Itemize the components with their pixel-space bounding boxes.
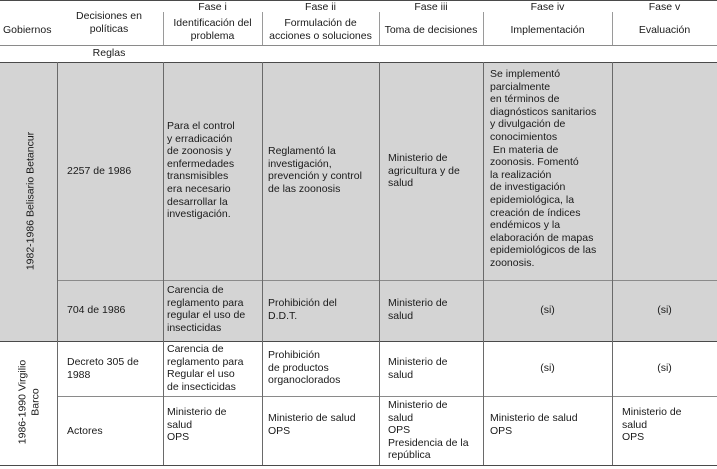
header-fase-1-title: Identificación del problema — [173, 17, 252, 42]
row-1-fase-3: Ministerio de agricultura y de salud — [388, 152, 460, 190]
row-1-fase-4: Se implementó parcialmente en términos de diagnósticos sanitarios y divulgación de conocimientos En materia de zoonosis. Fomentó la realización de investigación epidemiológica, la creación de índices endémicos y la elaboración de mapas epidemiológicos de las zoonosis. — [490, 68, 597, 269]
body-sep-3 — [379, 62, 380, 465]
row-4-fase-3: Ministerio de salud OPS Presidencia de la república — [388, 399, 469, 462]
gov-col-sep — [57, 62, 58, 465]
row-1-regla: 2257 de 1986 — [67, 165, 132, 177]
body-sep-5 — [612, 62, 613, 465]
header-fase-3-title: Toma de decisiones — [384, 24, 478, 36]
header-fase-1-label: Fase i — [198, 1, 227, 13]
row-rule-3 — [58, 396, 717, 397]
row-3-regla: Decreto 305 de 1988 — [67, 356, 139, 381]
row-3-fase-3: Ministerio de salud — [388, 356, 448, 381]
row-2-fase-5: (si) — [657, 304, 672, 316]
header-fase-2-label: Fase ii — [305, 1, 336, 13]
row-2-fase-2: Prohibición del D.D.T. — [268, 297, 337, 322]
row-rule-1 — [58, 280, 717, 281]
row-2-fase-3: Ministerio de salud — [388, 297, 448, 322]
row-1-fase-1: Para el control y erradicación de zoonosis y enfermedades transmisibles era necesario desarrollar la investigación. — [167, 120, 235, 221]
row-4-regla: Actores — [67, 425, 103, 437]
header-decisiones: Decisiones en políticas — [76, 10, 142, 35]
header-fase-5-label: Fase v — [648, 1, 681, 13]
header-fase-4-label: Fase iv — [530, 1, 565, 13]
row-3-fase-2: Prohibición de productos organoclorados — [268, 349, 341, 387]
row-2-fase-4: (si) — [540, 304, 555, 316]
header-gobiernos: Gobiernos — [3, 24, 52, 36]
body-sep-2 — [262, 62, 263, 465]
row-3-fase-1: Carencia de reglamento para Regular el uso de insecticidas — [167, 343, 244, 393]
row-4-fase-5: Ministerio de salud OPS — [622, 406, 682, 444]
body-sep-4 — [483, 62, 484, 465]
header-subrule — [0, 45, 717, 46]
header-rule — [0, 62, 717, 63]
row-4-fase-4: Ministerio de salud OPS — [490, 412, 578, 437]
body-sep-1 — [163, 62, 164, 465]
row-4-fase-2: Ministerio de salud OPS — [268, 412, 356, 437]
shaded-row-group — [0, 62, 717, 341]
header-fase-4-title: Implementación — [510, 24, 585, 36]
row-2-regla: 704 de 1986 — [67, 304, 126, 316]
bottom-rule — [0, 465, 717, 466]
header-reglas: Reglas — [92, 47, 126, 59]
row-4-fase-1: Ministerio de salud OPS — [167, 406, 227, 444]
row-1-fase-2: Reglamentó la investigación, prevención y control de las zoonosis — [268, 145, 362, 195]
row-3-fase-4: (si) — [540, 362, 555, 374]
government-betancur: 1982-1986 Belisario Betancur — [24, 131, 37, 271]
government-barco: 1986-1990 Virgilio Barco — [16, 359, 41, 445]
header-fase-3-label: Fase iii — [414, 1, 448, 13]
header-fase-2-title: Formulación de acciones o soluciones — [269, 17, 372, 42]
row-3-fase-5: (si) — [657, 362, 672, 374]
group-rule — [0, 341, 717, 342]
row-2-fase-1: Carencia de reglamento para regular el uso de insecticidas — [167, 284, 246, 334]
header-fase-5-title: Evaluación — [638, 24, 691, 36]
